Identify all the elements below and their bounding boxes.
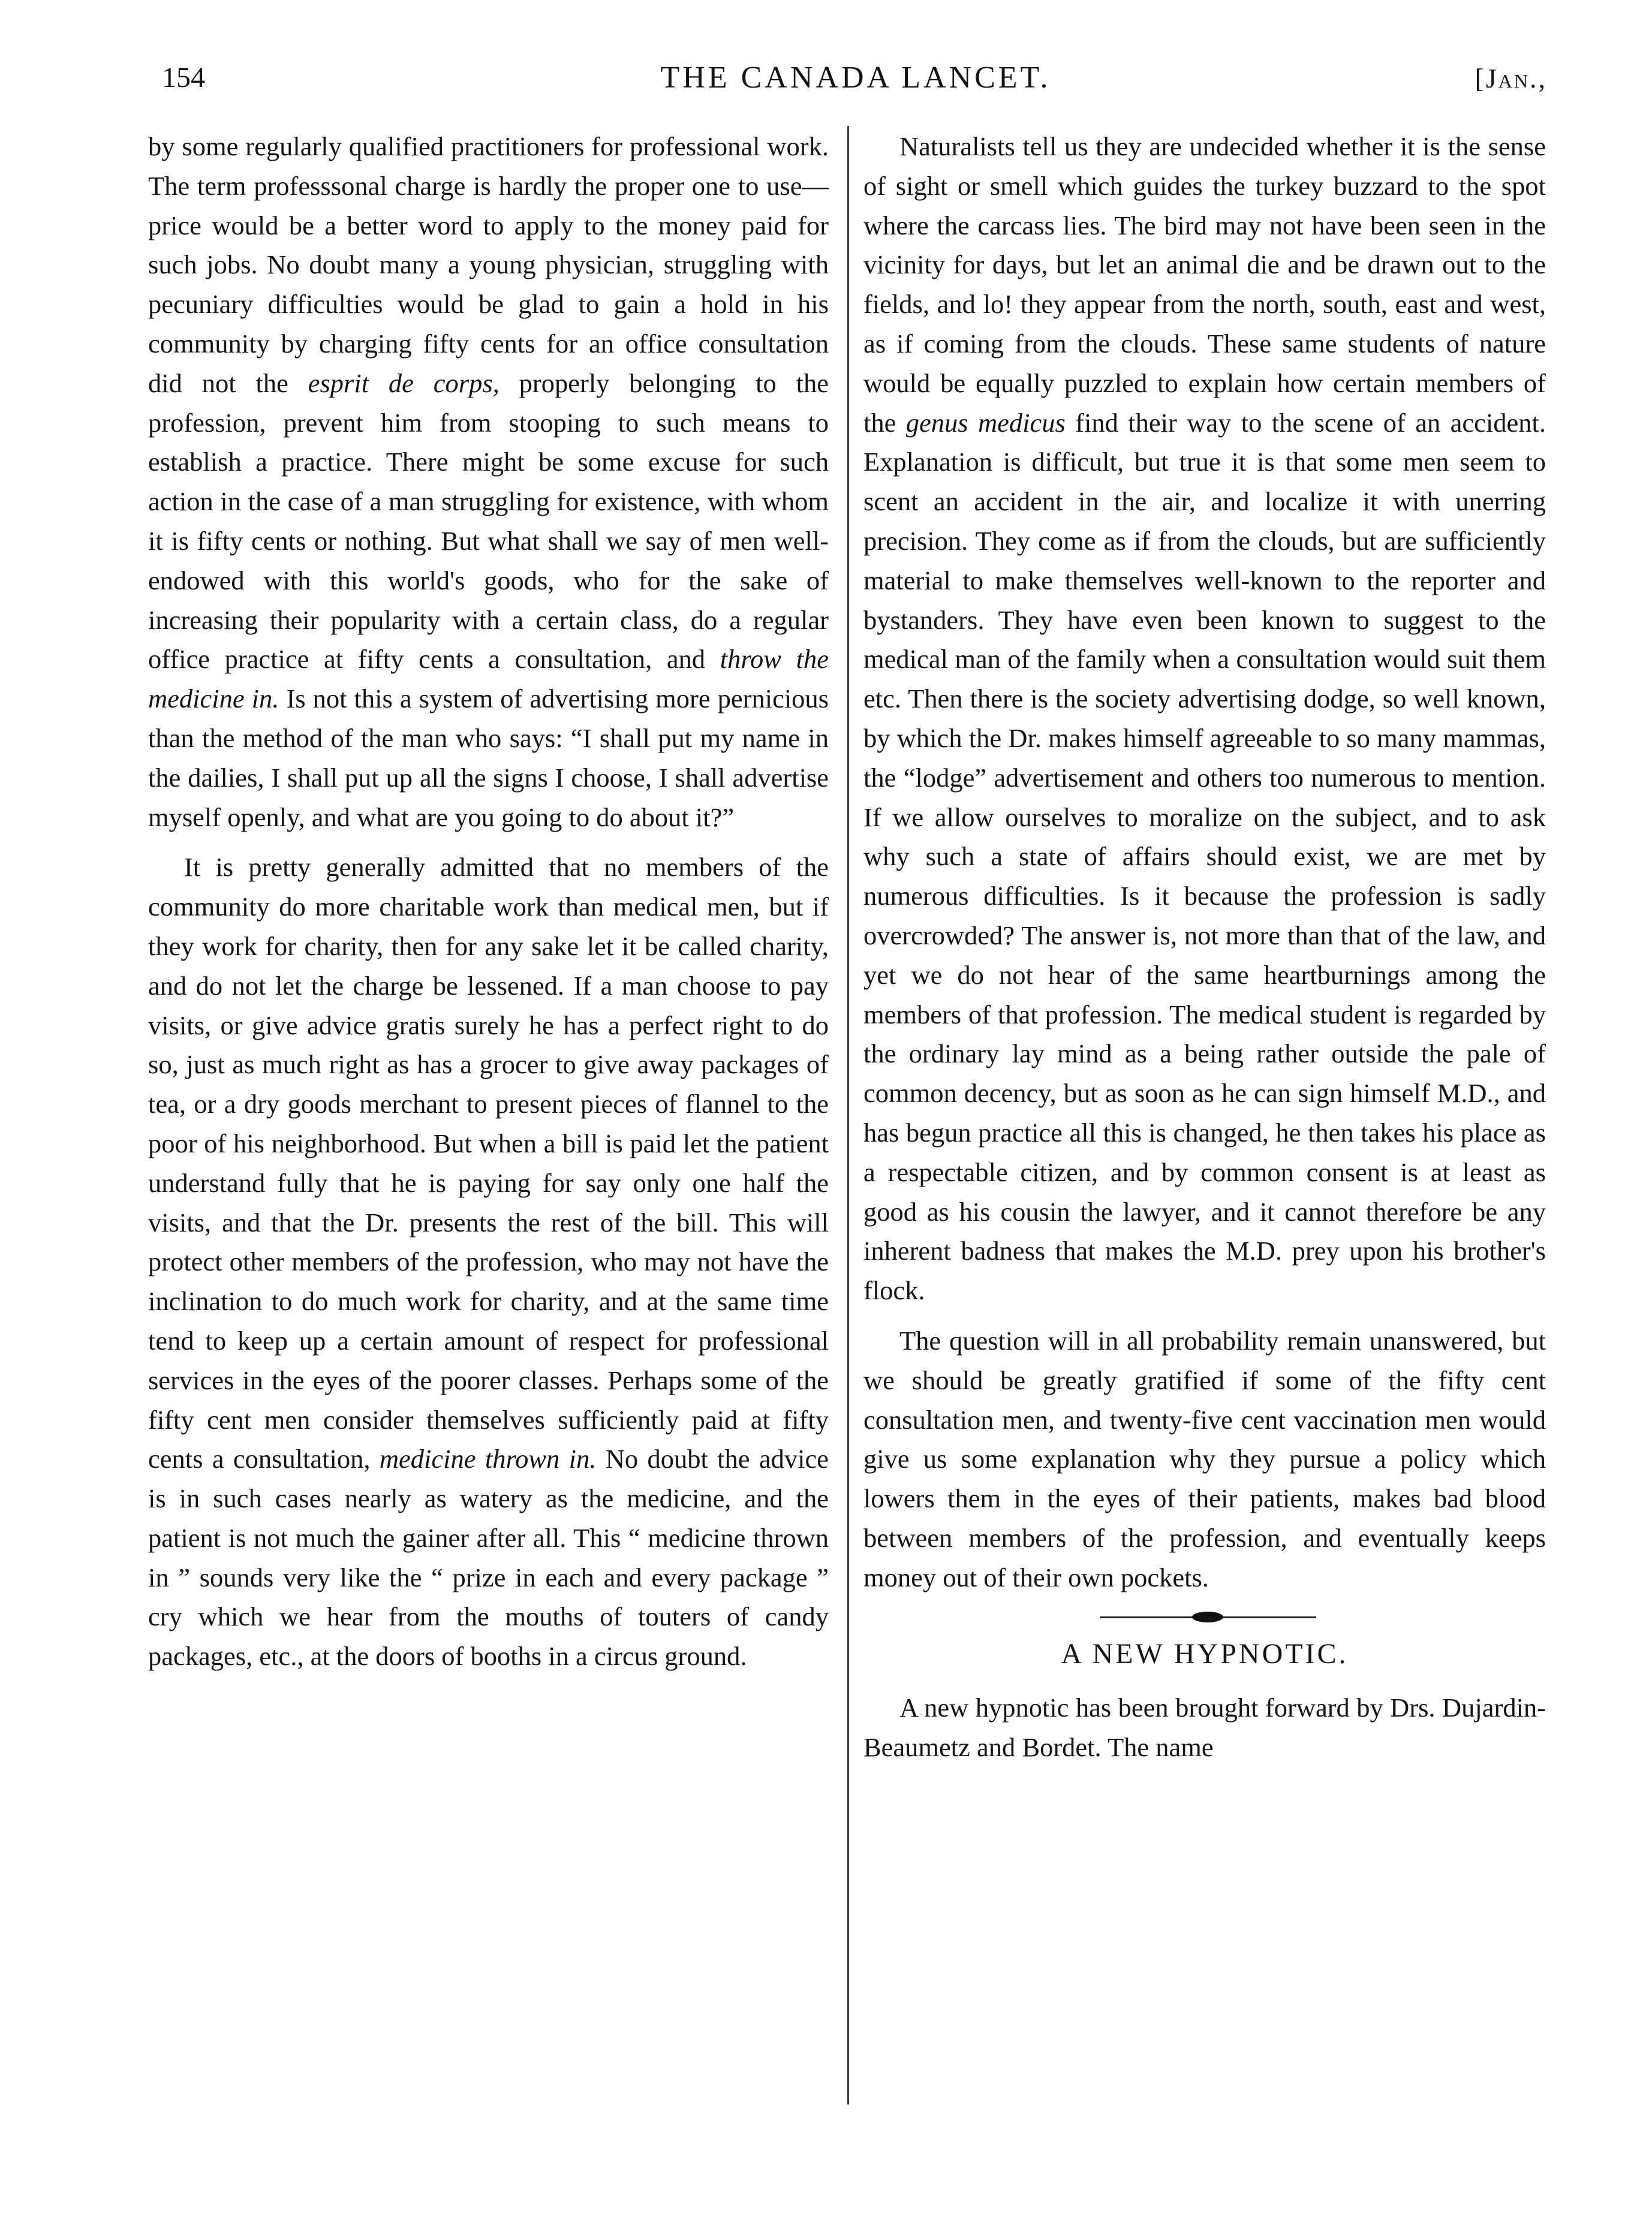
journal-title: THE CANADA LANCET.: [660, 61, 1051, 95]
left-p2-text-b: No doubt the advice is in such cases nearly as watery as the medicine, and the patient is not much the gainer after all. This “ medicine thrown in ” sounds very like the “ prize in each and every package ” cry which we hear from the mouths of touters of candy packages, etc., at the doors of booths in a circus ground.: [148, 1444, 829, 1672]
left-paragraph-2: [148, 848, 829, 1676]
page-header: [157, 58, 1554, 106]
left-column: [148, 127, 829, 1676]
section-heading: A NEW HYPNOTIC.: [1061, 1638, 1349, 1670]
right-paragraph-1: [863, 127, 1546, 1311]
left-p1-italic-a: esprit de corps,: [308, 368, 499, 398]
left-p2-text-a: It is pretty generally admitted that no members of the community do more charitable work than medical men, but if they work for charity, then for any sake let it be called charity, and do not let the charge be lessened. If a man choose to pay visits, or give advice gratis surely he has a perfect right to do so, just as much right as has a grocer to give away packages of tea, or a dry goods merchant to present pieces of flannel to the poor of his neighborhood. But when a bill is paid let the patient understand fully that he is paying for say only one half the visits, and that the Dr. presents the rest of the bill. This will protect other members of the profession, who may not have the inclination to do much work for charity, and at the same time tend to keep up a certain amount of respect for professional services in the eyes of the poorer classes. Perhaps some of the fifty cent men consider themselves sufficiently paid at fifty cents a consultation,: [148, 852, 829, 1474]
left-paragraph-1: [148, 127, 829, 837]
right-p1-text-a: Naturalists tell us they are undecided whether it is the sense of sight or smell which guides the turkey buzzard to the spot where the carcass lies. The bird may not have been seen in the vicinity for days, but let an animal die and be drawn out to the fields, and lo! they appear from the north, south, east and west, as if coming from the clouds. These same students of nature would be equally puzzled to explain how certain members of the: [863, 131, 1546, 438]
right-paragraph-3: A new hypnotic has been brought forward by Drs. Dujardin-Beaumetz and Bordet. The name: [863, 1693, 1546, 1763]
page-number: 154: [162, 62, 205, 94]
right-column: [863, 127, 1546, 1768]
right-p1-text-b: find their way to the scene of an accident. Explanation is difficult, but true it is that some men seem to scent an accident in the air, and localize it with unerring precision. They come as if from the clouds, but are sufficiently material to make themselves well-known to the reporter and bystanders. They have even been known to suggest to the medical man of the family when a consultation would suit them etc. Then there is the society advertising dodge, so well known, by which the Dr. makes himself agreeable to so many mammas, the “lodge” advertisement and others too numerous to mention. If we allow ourselves to moralize on the subject, and to ask why such a state of affairs should exist, we are met by numerous difficulties. Is it because the profession is sadly overcrowded? The answer is, not more than that of the law, and yet we do not hear of the same heartburnings among the members of that profession. The medical student is regarded by the ordinary lay mind as a being rather outside the pale of common decency, but as soon as he can sign himself M.D., and has begun practice all this is changed, he then takes his place as a respectable citizen, and by common consent is at least as good as his cousin the lawyer, and it cannot therefore be any inherent badness that makes the M.D. prey upon his brother's flock.: [863, 407, 1546, 1306]
left-p1-text-b: properly belonging to the profession, prevent him from stooping to such means to establish a practice. There might be some excuse for such action in the case of a man struggling for existence, with whom it is fifty cents or nothing. But what shall we say of men well-endowed with this world's goods, who for the sake of increasing their popularity with a certain class, do a regular office practice at fifty cents a consultation, and: [148, 368, 829, 675]
right-p1-italic-a: genus medicus: [905, 407, 1066, 438]
column-divider: [847, 126, 849, 2104]
left-p1-italic-b: throw the medicine in.: [148, 644, 829, 714]
left-p1-text-c: Is not this a system of advertising more pernicious than the method of the man who says: “I shall put my name in the dailies, I shall put up all the signs I choose, I shall advertise myself openly, and what are you going to do about it?”: [148, 684, 829, 832]
right-paragraph-2: The question will in all probability remain unanswered, but we should be greatly gratified if some of the fifty cent consultation men, and twenty-five cent vaccination men would give us some explanation why they pursue a policy which lowers them in the eyes of their patients, makes bad blood between members of the profession, and eventually keeps money out of their own pockets.: [863, 1325, 1546, 1592]
left-p1-text-a: by some regularly qualified practitioners for professional work. The term professsonal charge is hardly the proper one to use—price would be a better word to apply to the money paid for such jobs. No doubt many a young physician, struggling with pecuniary difficulties would be glad to gain a hold in his community by charging fifty cents for an office consultation did not the: [148, 131, 829, 398]
left-p2-italic-a: medicine thrown in.: [379, 1444, 597, 1474]
section-divider: [863, 1606, 1546, 1630]
issue-month: [Jan.,: [1475, 63, 1547, 94]
divider-ornament: [1192, 1612, 1223, 1622]
